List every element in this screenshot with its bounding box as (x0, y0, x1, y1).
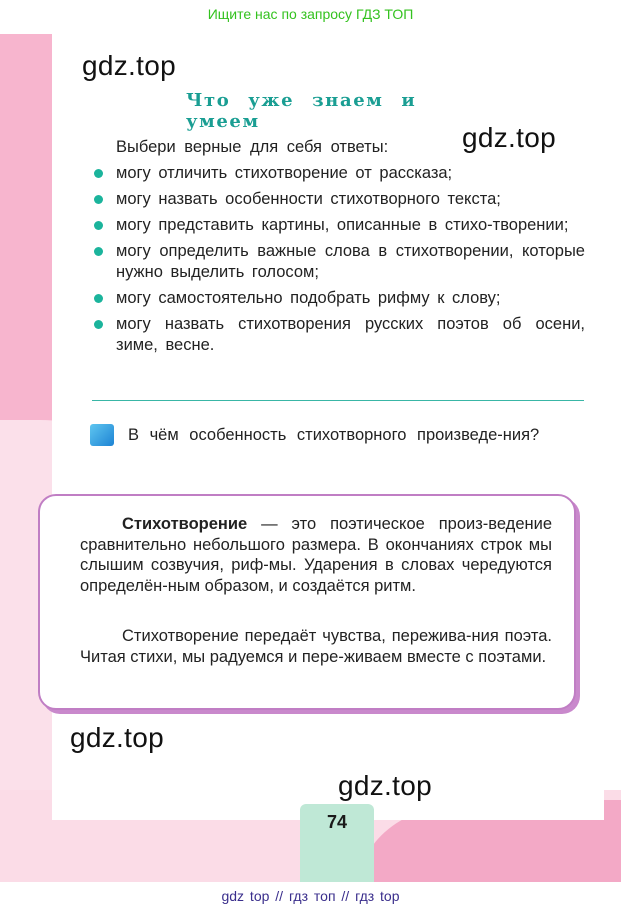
checklist-item: могу назвать особенности стихотворного текста; (92, 189, 585, 210)
bullet-dot-icon (94, 195, 103, 204)
bullet-dot-icon (94, 294, 103, 303)
watermark: gdz.top (70, 722, 164, 753)
section-divider (92, 400, 584, 401)
bullet-dot-icon (94, 320, 103, 329)
checklist-item: могу отличить стихотворение от рассказа; (92, 163, 585, 184)
watermark: gdz.top (338, 770, 432, 801)
top-banner: Ищите нас по запросу ГДЗ ТОП (207, 6, 414, 22)
definition-paragraph: Стихотворение — это поэтическое произ-ведение сравнительно небольшого размера. В окончаниях строк мы слышим созвучия, риф-мы. Ударения в словах чередуются определён-ным образом, и создаётся ритм. (80, 515, 552, 595)
checklist-item: могу представить картины, описанные в стихо-творении; (92, 215, 585, 236)
section-title: Что уже знаем и умеем (186, 90, 417, 132)
self-check-list (92, 163, 585, 361)
checklist-item: могу определить важные слова в стихотворении, которые нужно выделить голосом; (92, 241, 585, 283)
review-question: В чём особенность стихотворного произведе-ния? (128, 426, 540, 444)
definition-paragraph: Стихотворение передаёт чувства, пережива-ния поэта. Читая стихи, мы радуемся и пере-живаем вместе с поэтами. (80, 627, 552, 666)
watermark: gdz.top (462, 122, 556, 153)
bullet-dot-icon (94, 221, 103, 230)
watermark: gdz.top (82, 50, 176, 81)
checklist-intro: Выбери верные для себя ответы: (116, 138, 389, 156)
checklist-item: могу самостоятельно подобрать рифму к слову; (92, 288, 585, 309)
definition-term: Стихотворение (122, 515, 248, 533)
bullet-dot-icon (94, 247, 103, 256)
checklist-item: могу назвать стихотворения русских поэтов об осени, зиме, весне. (92, 314, 585, 356)
question-square-icon (90, 424, 114, 446)
page-number: 74 (326, 812, 348, 832)
bullet-dot-icon (94, 169, 103, 178)
footer-watermark: gdz top // гдз топ // гдз top (221, 888, 400, 904)
